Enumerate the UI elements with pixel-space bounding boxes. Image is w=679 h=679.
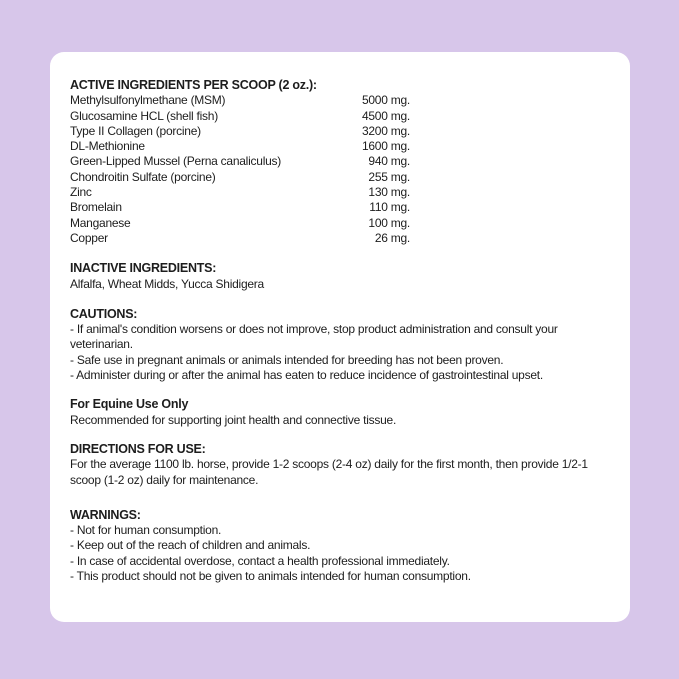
ingredient-name: Bromelain bbox=[70, 200, 122, 215]
ingredient-row bbox=[70, 139, 410, 154]
active-ingredients-section bbox=[70, 78, 610, 246]
ingredient-row bbox=[70, 93, 410, 108]
supplement-label-card bbox=[50, 52, 630, 622]
warning-item: - Not for human consumption. bbox=[70, 523, 222, 538]
ingredient-amount: 5000 mg. bbox=[361, 93, 410, 108]
ingredient-row bbox=[70, 170, 410, 185]
ingredient-amount: 130 mg. bbox=[368, 185, 410, 200]
ingredient-row bbox=[70, 216, 410, 231]
ingredient-row bbox=[70, 231, 410, 246]
ingredient-row bbox=[70, 124, 410, 139]
equine-use-text: Recommended for supporting joint health and connective tissue. bbox=[70, 412, 397, 427]
caution-item: - Administer during or after the animal has eaten to reduce incidence of gastrointestinal upset. bbox=[70, 368, 543, 383]
ingredient-name: DL-Methionine bbox=[70, 139, 145, 154]
equine-use-heading: For Equine Use Only bbox=[70, 397, 189, 412]
warning-item: - Keep out of the reach of children and animals. bbox=[70, 538, 311, 553]
ingredient-row bbox=[70, 200, 410, 215]
cautions-section bbox=[70, 307, 610, 383]
caution-item: - If animal's condition worsens or does not improve, stop product administration and consult your veterinarian. bbox=[70, 322, 558, 352]
caution-item: - Safe use in pregnant animals or animals intended for breeding has not been proven. bbox=[70, 352, 504, 367]
ingredient-amount: 110 mg. bbox=[369, 200, 410, 215]
warning-item: - In case of accidental overdose, contact a health professional immediately. bbox=[70, 553, 450, 568]
warnings-section bbox=[70, 508, 610, 584]
directions-section bbox=[70, 442, 610, 488]
ingredient-name: Chondroitin Sulfate (porcine) bbox=[70, 169, 216, 184]
inactive-ingredients-heading: INACTIVE INGREDIENTS: bbox=[70, 261, 217, 276]
ingredient-name: Green-Lipped Mussel (Perna canaliculus) bbox=[70, 154, 282, 169]
active-ingredients-heading: ACTIVE INGREDIENTS PER SCOOP (2 oz.): bbox=[70, 78, 317, 92]
warning-item: - This product should not be given to animals intended for human consumption. bbox=[70, 569, 471, 584]
ingredient-amount: 1600 mg. bbox=[361, 139, 410, 154]
warnings-heading: WARNINGS: bbox=[70, 507, 141, 522]
ingredient-name: Methylsulfonylmethane (MSM) bbox=[70, 93, 226, 108]
inactive-ingredients-text: Alfalfa, Wheat Midds, Yucca Shidigera bbox=[70, 276, 264, 291]
ingredient-amount: 26 mg. bbox=[374, 230, 410, 245]
ingredient-name: Zinc bbox=[70, 185, 92, 200]
directions-text: For the average 1100 lb. horse, provide 1-2 scoops (2-4 oz) daily for the first month, then provide 1/2-1 scoop (1-2 oz) daily for maintenance. bbox=[70, 457, 588, 487]
ingredient-row bbox=[70, 185, 410, 200]
ingredient-row bbox=[70, 109, 410, 124]
equine-use-section bbox=[70, 397, 610, 428]
inactive-ingredients-section bbox=[70, 261, 610, 292]
ingredient-amount: 100 mg. bbox=[368, 215, 410, 230]
ingredient-name: Manganese bbox=[70, 215, 131, 230]
ingredient-amount: 255 mg. bbox=[368, 169, 410, 184]
ingredient-row bbox=[70, 154, 410, 169]
cautions-heading: CAUTIONS: bbox=[70, 306, 138, 321]
ingredient-name: Glucosamine HCL (shell fish) bbox=[70, 108, 218, 123]
directions-heading: DIRECTIONS FOR USE: bbox=[70, 441, 206, 456]
active-ingredients-table bbox=[70, 93, 410, 246]
ingredient-name: Copper bbox=[70, 230, 108, 245]
ingredient-amount: 4500 mg. bbox=[361, 108, 410, 123]
ingredient-name: Type II Collagen (porcine) bbox=[70, 123, 201, 138]
ingredient-amount: 940 mg. bbox=[368, 154, 410, 169]
ingredient-amount: 3200 mg. bbox=[361, 123, 410, 138]
